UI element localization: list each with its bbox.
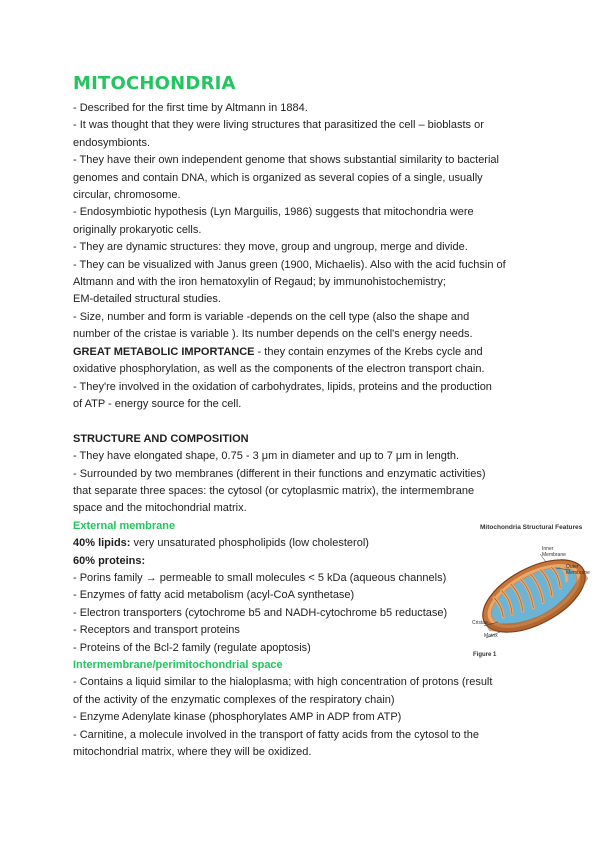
text-line: - It was thought that they were living structures that parasitized the cell – bioblasts or	[73, 119, 484, 132]
text-line: Altmann and with the iron hematoxylin of Regaud; by immunohistochemistry;	[73, 276, 446, 289]
metabolic-section	[73, 344, 533, 414]
text-line: - They are dynamic structures: they move, group and ungroup, merge and divide.	[73, 241, 468, 254]
label-matrix: Matrix	[484, 633, 498, 639]
page-title: MITOCHONDRIA	[73, 73, 236, 94]
text-line: - They have elongated shape, 0.75 - 3 μm in diameter and up to 7 μm in length.	[73, 450, 460, 463]
text-line: circular, chromosome.	[73, 189, 181, 202]
text-line: EM-detailed structural studies.	[73, 293, 221, 306]
intro-section	[73, 100, 533, 344]
document-body	[73, 100, 533, 761]
metabolic-heading: GREAT METABOLIC IMPORTANCE	[73, 345, 255, 358]
structure-heading: STRUCTURE AND COMPOSITION	[73, 432, 249, 445]
text-line: - Described for the first time by Altmann in 1884.	[73, 102, 308, 114]
mitochondria-figure	[470, 524, 600, 664]
list-item: - Receptors and transport proteins	[73, 624, 240, 637]
external-membrane-heading: External membrane	[73, 519, 176, 532]
text-line: - Endosymbiotic hypothesis (Lyn Marguilis, 1986) suggests that mitochondria were	[73, 206, 474, 219]
label-outer-membrane: Outer Membrane	[566, 564, 590, 576]
external-membrane-section	[73, 518, 533, 657]
text-line: - Size, number and form is variable -depends on the cell type (also the shape and	[73, 310, 470, 323]
text-line: space and the mitochondrial matrix.	[73, 502, 247, 515]
list-item: - Porins family → permeable to small molecules < 5 kDa (aqueous channels)	[73, 571, 447, 584]
metabolic-line	[73, 344, 533, 361]
text-line: originally prokaryotic cells.	[73, 223, 202, 236]
list-item: - Electron transporters (cytochrome b5 and NADH-cytochrome b5 reductase)	[73, 606, 448, 619]
text-line: - They're involved in the oxidation of carbohydrates, lipids, proteins and the production	[73, 380, 492, 393]
text-line: of the activity of the enzymatic complexes of the respiratory chain)	[73, 693, 395, 706]
intermembrane-heading: Intermembrane/perimitochondrial space	[73, 658, 283, 671]
lipids-text: very unsaturated phospholipids (low cholesterol)	[130, 537, 369, 550]
structure-section	[73, 431, 533, 518]
label-inner-membrane: Inner Membrane	[542, 546, 566, 558]
text-line: - Enzyme Adenylate kinase (phosphorylates AMP in ADP from ATP)	[73, 711, 402, 724]
text-line: - Carnitine, a molecule involved in the transport of fatty acids from the cytosol to the	[73, 728, 479, 741]
text-line: mitochondrial matrix, where they will be oxidized.	[73, 746, 312, 759]
text-line: - Contains a liquid similar to the hialoplasma; with high concentration of protons (result	[73, 676, 493, 689]
figure-title: Mitochondria Structural Features	[480, 524, 583, 531]
text-line: - Surrounded by two membranes (different in their functions and enzymatic activities)	[73, 467, 486, 480]
text-line: - They can be visualized with Janus green (1900, Michaelis). Also with the acid fuchsin of	[73, 258, 506, 271]
label-cristae: Cristae	[472, 620, 488, 626]
text-line: oxidative phosphorylation, as well as the components of the electron transport chain.	[73, 363, 485, 376]
text-line: endosymbionts.	[73, 136, 151, 149]
text-line: of ATP - energy source for the cell.	[73, 397, 242, 410]
text-line: genomes and contain DNA, which is organized as several copies of a single, usually	[73, 171, 483, 184]
lipids-label: 40% lipids:	[73, 537, 131, 550]
figure-caption: Figure 1	[473, 652, 497, 658]
list-item: - Enzymes of fatty acid metabolism (acyl-CoA synthetase)	[73, 589, 355, 602]
list-item: - Proteins of the Bcl-2 family (regulate apoptosis)	[73, 641, 311, 654]
intermembrane-section	[73, 657, 533, 761]
proteins-label: 60% proteins:	[73, 554, 146, 567]
metabolic-text: - they contain enzymes of the Krebs cycle and	[254, 345, 483, 358]
text-line: number of the cristae is variable ). Its number depends on the cell's energy needs.	[73, 328, 473, 341]
text-line: that separate three spaces: the cytosol (or cytoplasmic matrix), the intermembrane	[73, 484, 475, 497]
lipids-line	[73, 535, 533, 552]
text-line: - They have their own independent genome that shows substantial similarity to bacterial	[73, 154, 499, 167]
